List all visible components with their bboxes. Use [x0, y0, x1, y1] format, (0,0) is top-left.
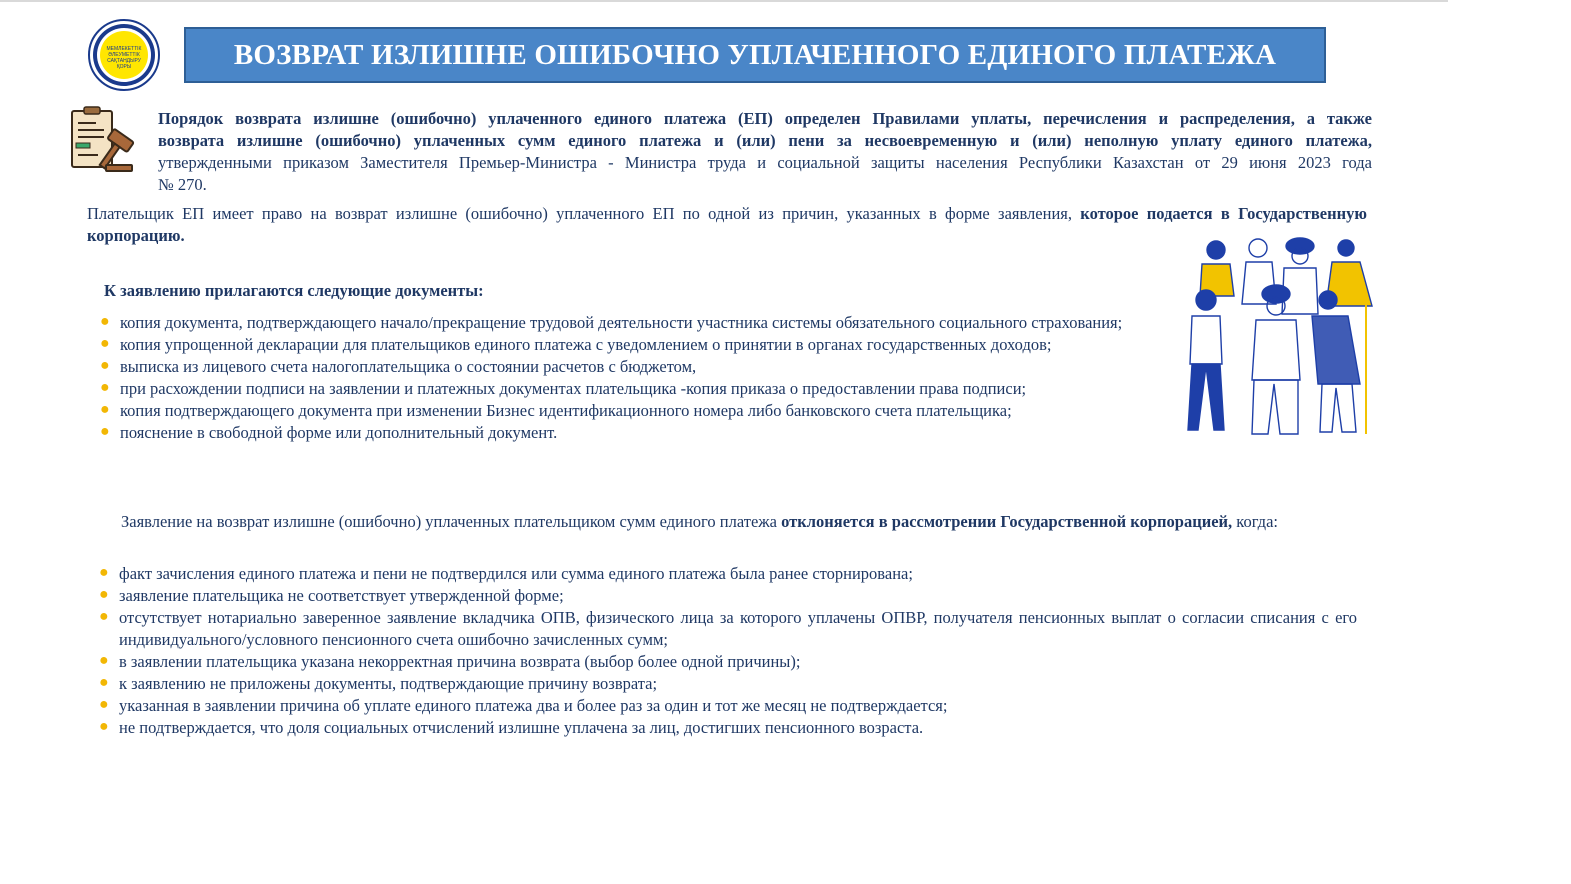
top-divider: [0, 0, 1448, 2]
bullet-icon: ●: [99, 674, 109, 691]
list-item: [99, 607, 1357, 651]
rejection-intro-tail: когда:: [1232, 512, 1278, 531]
bullet-icon: ●: [99, 608, 109, 625]
rejection-intro-text: Заявление на возврат излишне (ошибочно) уплаченных плательщиком сумм единого платежа: [121, 512, 782, 531]
list-item-text: выписка из лицевого счета налогоплательщика о состоянии расчетов с бюджетом,: [120, 357, 697, 376]
svg-text:САҚТАНДЫРУ: САҚТАНДЫРУ: [107, 58, 141, 64]
intro-line-2: возврата излишне (ошибочно) уплаченных сумм единого платежа и (или) пени за несвоевременную и (или) неполную уплату единого платежа,: [158, 131, 1372, 150]
list-item: [99, 651, 1357, 673]
bullet-icon: ●: [99, 696, 109, 713]
list-item-text: отсутствует нотариально заверенное заявление вкладчика ОПВ, физического лица за которого уплачены ОПВР, получателя пенсионных выплат о согласии списания с его индивидуального/условного пенсионного счета ошибочно зачисленных сумм;: [119, 608, 1357, 649]
bullet-icon: ●: [100, 335, 110, 352]
rejection-reasons-list: [99, 563, 1357, 739]
intro-line-3: утвержденными приказом Заместителя Премьер-Министра - Министра труда и социальной защиты населения Республики Казахстан от 29 июня 2023 года: [158, 153, 1372, 172]
refund-right-paragraph: [87, 203, 1367, 247]
list-item: [99, 563, 1357, 585]
documents-list: [100, 312, 1150, 444]
refund-right-bold: которое подается в Государственную корпорацию.: [87, 204, 1367, 245]
bullet-icon: ●: [100, 313, 110, 330]
svg-text:МЕМЛЕКЕТТІК: МЕМЛЕКЕТТІК: [106, 46, 142, 52]
list-item-text: пояснение в свободной форме или дополнительный документ.: [120, 423, 558, 442]
svg-text:ҚОРЫ: ҚОРЫ: [116, 64, 132, 70]
people-group-illustration: [1176, 234, 1382, 440]
list-item: [99, 673, 1357, 695]
bullet-icon: ●: [100, 379, 110, 396]
bullet-icon: ●: [99, 564, 109, 581]
list-item: [100, 334, 1150, 356]
rejection-intro-bold: отклоняется в рассмотрении Государственной корпорацией,: [781, 512, 1233, 531]
bullet-icon: ●: [100, 423, 110, 440]
header-banner: [184, 27, 1326, 83]
list-item: [100, 400, 1150, 422]
bullet-icon: ●: [99, 652, 109, 669]
list-item-text: в заявлении плательщика указана некорректная причина возврата (выбор более одной причины);: [119, 652, 801, 671]
refund-right-text: Плательщик ЕП имеет право на возврат излишне (ошибочно) уплаченного ЕП по одной из причин, указанных в форме заявления,: [87, 204, 1081, 223]
bullet-icon: ●: [100, 401, 110, 418]
list-item: [100, 378, 1150, 400]
list-item-text: при расхождении подписи на заявлении и платежных документах плательщика -копия приказа о предоставлении права подписи;: [120, 379, 1027, 398]
svg-text:ӘЛЕУМЕТТІК: ӘЛЕУМЕТТІК: [108, 52, 140, 58]
list-item-text: к заявлению не приложены документы, подтверждающие причину возврата;: [119, 674, 658, 693]
list-item-text: не подтверждается, что доля социальных отчислений излишне уплачена за лиц, достигших пенсионного возраста.: [119, 718, 924, 737]
intro-paragraph: [158, 108, 1372, 196]
list-item-text: указанная в заявлении причина об уплате единого платежа два и более раз за один и тот же месяц не подтверждается;: [119, 696, 948, 715]
list-item: [99, 585, 1357, 607]
rejection-intro-paragraph: [99, 511, 1359, 533]
list-item: [100, 422, 1150, 444]
list-item-text: копия подтверждающего документа при изменении Бизнес идентификационного номера либо банковского счета плательщика;: [120, 401, 1012, 420]
intro-line-4: № 270.: [158, 175, 207, 194]
list-item-text: копия документа, подтверждающего начало/прекращение трудовой деятельности участника системы обязательного социального страхования;: [120, 313, 1123, 332]
page-title: ВОЗВРАТ ИЗЛИШНЕ ОШИБОЧНО УПЛАЧЕННОГО ЕДИНОГО ПЛАТЕЖА: [233, 38, 1277, 71]
mgkk-logo-icon: [88, 19, 160, 91]
list-item-text: факт зачисления единого платежа и пени не подтвердился или сумма единого платежа была ранее сторнирована;: [119, 564, 913, 583]
list-item-text: заявление плательщика не соответствует утвержденной форме;: [119, 586, 564, 605]
list-item: [99, 717, 1357, 739]
list-item-text: копия упрощенной декларации для плательщиков единого платежа с уведомлением о принятии в органах государственных доходов;: [120, 335, 1052, 354]
intro-line-1: Порядок возврата излишне (ошибочно) уплаченного единого платежа (ЕП) определен Правилами уплаты, перечисления и распределения, а также: [158, 109, 1372, 128]
bullet-icon: ●: [99, 586, 109, 603]
list-item: [99, 695, 1357, 717]
list-item: [100, 312, 1150, 334]
gavel-document-icon: [66, 105, 138, 175]
list-item: [100, 356, 1150, 378]
documents-heading: К заявлению прилагаются следующие документы:: [104, 281, 484, 300]
bullet-icon: ●: [100, 357, 110, 374]
bullet-icon: ●: [99, 718, 109, 735]
